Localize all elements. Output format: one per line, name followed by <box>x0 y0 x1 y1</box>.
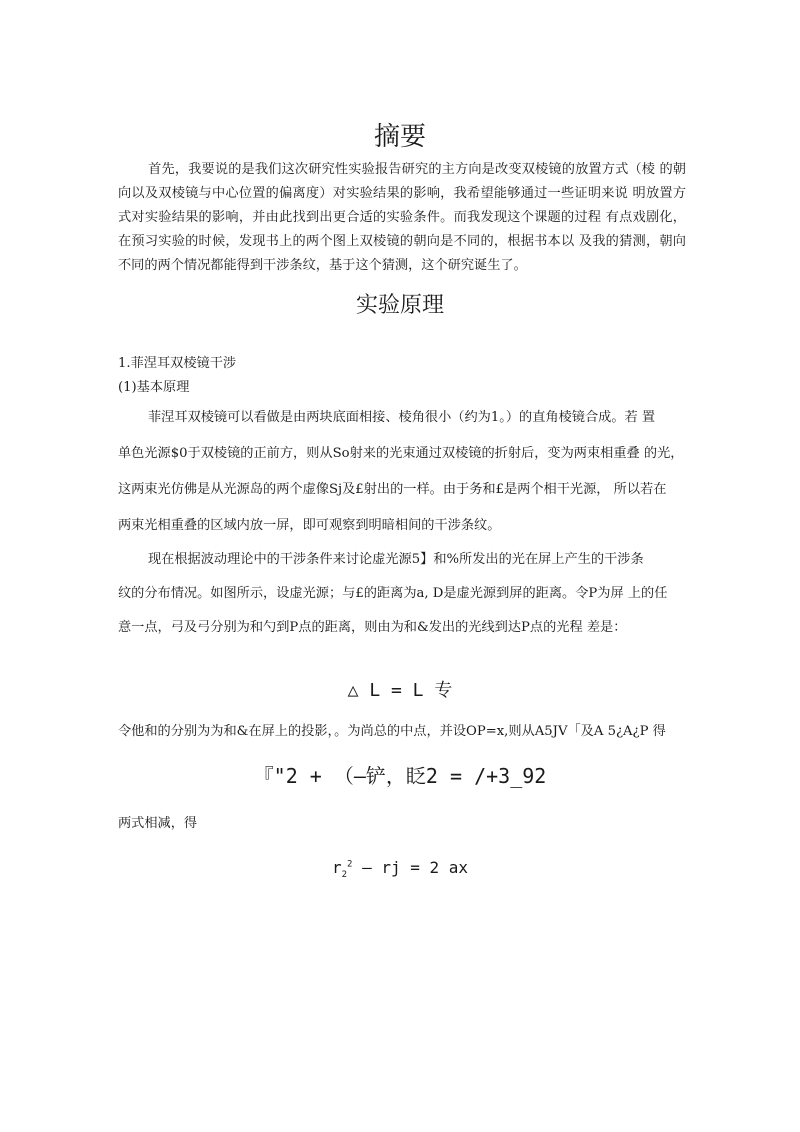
equation-2: 『"2 + （—铲，眨2 = /+3_92 <box>253 764 547 788</box>
principle-title: 实验原理 <box>355 293 444 318</box>
para1-line-2: 单色光源$0于双棱镜的正前方，则从So射来的光束通过双棱镜的折射后，变为两束相重叠 的光， <box>118 446 684 461</box>
para2-line-3: 意一点，弓及弓分别为和勺到P点的距离，则由为和&发出的光线到达P点的光程 差是： <box>118 620 627 635</box>
equation-3 <box>0 858 800 880</box>
section-heading: 1.菲涅耳双棱镜干涉 <box>118 356 237 371</box>
abstract-body <box>118 158 686 278</box>
para2-line-1: 现在根据波动理论中的干涉条件来讨论虚光源5】和%所发出的光在屏上产生的干涉条 <box>148 552 644 567</box>
para1-line-3: 这两束光仿佛是从光源岛的两个虚像Sj及£射出的一样。由于务和£是两个相干光源， 所以若在 <box>118 482 667 497</box>
para3-line: 令他和的分别为为和&在屏上的投影，。为尚总的中点，并设OP=x,则从A5JV「及A 5¿A¿P 得 <box>118 724 666 739</box>
para1-line-1: 菲涅耳双棱镜可以看做是由两块底面相接、棱角很小（约为1。）的直角棱镜合成。若 置 <box>148 410 656 425</box>
equation-1: △ L = L 专 <box>347 680 453 701</box>
equation-3-sub: 2 <box>341 870 348 881</box>
abstract-title: 摘要 <box>373 122 426 152</box>
equation-3-sup: 2 <box>347 859 353 870</box>
subsection-heading: (1)基本原理 <box>118 380 190 395</box>
para4-line: 两式相减，得 <box>118 816 198 831</box>
abstract-body-text: 首先，我要说的是我们这次研究性实验报告研究的主方向是改变双棱镜的放置方式（棱 的朝向以及双棱镜与中心位置的偏离度）对实验结果的影响，我希望能够通过一些证明来说 明放置方式对实验结果的影响，并由此找到出更合适的实验条件。而我发现这个课题的过程 有点戏剧化，在预习实验的时候，发现书上的两个图上双棱镜的朝向是不同的，根据书本以 及我的猜测，朝向不同的两个情况都能得到干涉条纹，基于这个猜测，这个研究诞生了。 <box>118 162 686 273</box>
equation-3-base: r <box>331 858 342 877</box>
equation-3-rest: — rj = 2 ax <box>352 858 469 877</box>
para2-line-2: 纹的分布情况。如图所示，设虚光源；与£的距离为a, D是虚光源到屏的距离。令P为屏 上的任 <box>118 586 668 601</box>
para1-line-4: 两束光相重叠的区域内放一屏，即可观察到明暗相间的干涉条纹。 <box>118 518 501 533</box>
